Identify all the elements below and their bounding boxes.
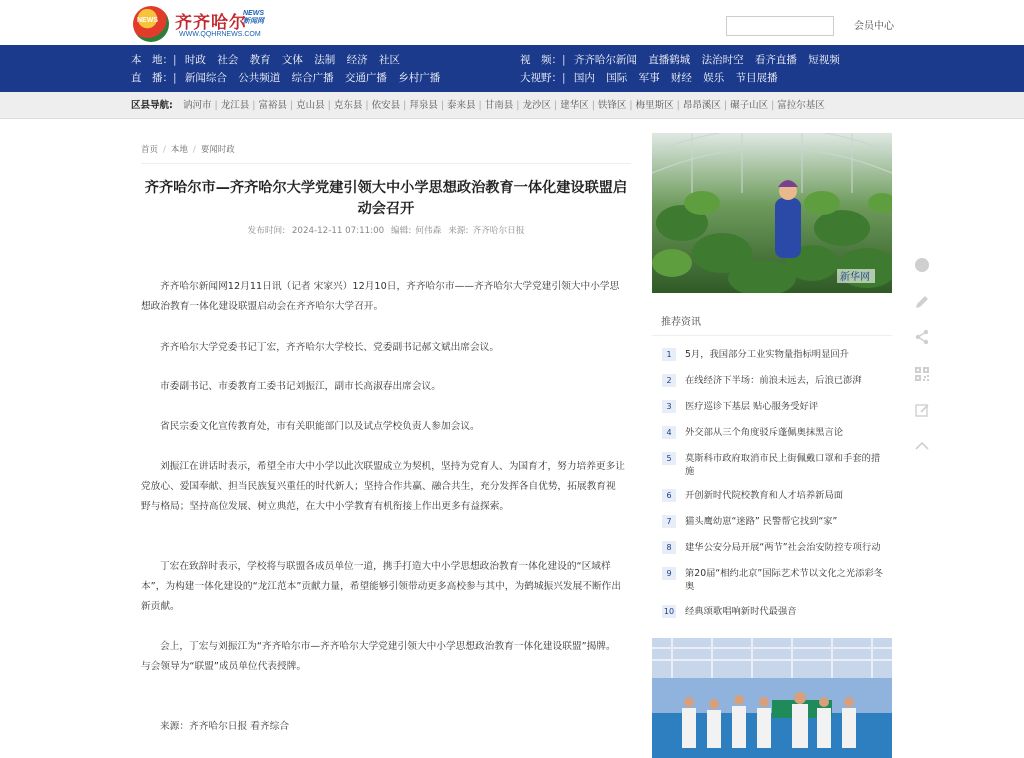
district-link[interactable]: 拜泉县 <box>409 100 438 111</box>
district-link[interactable]: 讷河市 <box>183 100 212 111</box>
separator: | <box>252 100 256 111</box>
breadcrumb-section[interactable]: 要闻时政 <box>200 145 235 155</box>
separator: | <box>478 100 482 111</box>
separator: | <box>771 100 775 111</box>
list-item-title[interactable]: 医疗巡诊下基层 贴心服务受好评 <box>685 401 819 412</box>
rank-badge: 4 <box>662 426 676 439</box>
sidebar-photo-ceremony[interactable] <box>652 638 892 758</box>
nav-link[interactable]: 综合广播 <box>291 72 334 84</box>
circle-icon[interactable] <box>914 257 930 273</box>
list-item[interactable] <box>652 537 892 561</box>
published-time: 2024-12-11 07:11:00 <box>291 226 385 236</box>
breadcrumb: 首页 / 本地 / 要闻时政 <box>141 145 235 155</box>
nav-link[interactable]: 国内 <box>573 72 595 84</box>
separator: | <box>516 100 520 111</box>
district-nav-label: 区县导航: <box>131 100 173 111</box>
district-link[interactable]: 依安县 <box>371 100 401 111</box>
list-item[interactable] <box>652 448 892 480</box>
search-input[interactable] <box>726 16 834 36</box>
nav-link[interactable]: 教育 <box>249 54 271 66</box>
nav-link[interactable]: 新闻综合 <box>184 72 227 84</box>
article-meta <box>141 224 631 236</box>
divider <box>141 163 631 164</box>
nav-link[interactable]: 军事 <box>638 72 660 84</box>
nav-row-label: 大视野： <box>520 72 562 84</box>
separator: | <box>440 100 445 111</box>
article-paragraph: 会上，丁宏与刘振江为“齐齐哈尔市—齐齐哈尔大学党建引领大中小学思想政治教育一体化建设联盟”揭牌。与会领导为“联盟”成员单位代表授牌。 <box>141 641 616 672</box>
qrcode-icon[interactable] <box>914 366 930 382</box>
nav-link[interactable]: 法治时空 <box>701 54 744 66</box>
article-paragraph: 市委副书记、市委教育工委书记刘振江，副市长高淑春出席会议。 <box>160 381 441 392</box>
source-label: 来源: <box>448 226 469 236</box>
separator: | <box>289 100 294 111</box>
nav-link[interactable]: 社区 <box>378 54 400 66</box>
article-paragraph: 丁宏在致辞时表示，学校将与联盟各成员单位一道，携手打造大中小学思想政治教育一体化建设的“区域样本”，为构建一体化建设的“龙江范本”贡献力量，希望能够引领带动更多高校参与其中，为鹤城振兴发展不断作出新贡献。 <box>141 561 622 612</box>
rank-badge: 9 <box>662 567 676 580</box>
logo-title: 齐齐哈尔 <box>175 13 247 33</box>
list-item-title[interactable]: 猫头鹰幼崽“迷路” 民警帮它找到“家” <box>685 516 838 527</box>
nav-link[interactable]: 社会 <box>217 54 239 66</box>
main-nav <box>0 45 1024 92</box>
logo-subtitle: NEWS 新闻网 <box>243 10 264 25</box>
list-item-title[interactable]: 建华公安分局开展“两节”社会治安防控专项行动 <box>685 542 881 553</box>
breadcrumb-home[interactable]: 首页 <box>141 145 159 155</box>
rank-badge: 3 <box>662 400 676 413</box>
list-item[interactable] <box>652 422 892 446</box>
nav-link[interactable]: 交通广播 <box>344 72 387 84</box>
nav-link[interactable]: 时政 <box>184 54 206 66</box>
editor-label: 编辑: <box>390 226 412 236</box>
nav-link[interactable]: 文体 <box>281 54 303 66</box>
list-item-title[interactable]: 莫斯科市政府取消市民上街佩戴口罩和手套的措施 <box>685 453 881 477</box>
rank-badge: 5 <box>662 452 676 465</box>
separator: | <box>676 100 680 111</box>
district-nav <box>0 92 1024 119</box>
nav-row-video: 视 频：| 齐齐哈尔新闻 直播鹤城 法治时空 看齐直播 短视频 <box>520 54 840 66</box>
list-item[interactable] <box>652 601 892 625</box>
nav-link[interactable]: 法制 <box>314 54 336 66</box>
nav-row-label: 本 地： <box>131 54 173 66</box>
site-logo[interactable] <box>133 6 273 42</box>
nav-link[interactable]: 齐齐哈尔新闻 <box>573 54 637 66</box>
photo-watermark: 新华网 <box>840 272 870 283</box>
list-item-title[interactable]: 经典颂歌唱响新时代最强音 <box>685 606 797 617</box>
list-item-title[interactable]: 第20届“相约北京”国际艺术节以文化之光添彩冬奥 <box>685 568 884 592</box>
nav-link[interactable]: 看齐直播 <box>754 54 797 66</box>
nav-link[interactable]: 直播鹤城 <box>648 54 691 66</box>
nav-link[interactable]: 公共频道 <box>238 72 281 84</box>
logo-badge-text: NEWS <box>137 17 158 24</box>
nav-row-label: 视 频： <box>520 54 562 66</box>
nav-row-local: 本 地：| 时政 社会 教育 文体 法制 经济 社区 <box>131 54 400 66</box>
article-paragraph: 齐齐哈尔大学党委书记丁宏，齐齐哈尔大学校长、党委副书记郝文斌出席会议。 <box>160 342 500 353</box>
nav-row-label: 直 播： <box>131 72 173 84</box>
list-item[interactable] <box>652 485 892 509</box>
separator: | <box>723 100 728 111</box>
list-item[interactable] <box>652 511 892 535</box>
list-item[interactable] <box>652 396 892 420</box>
rank-badge: 6 <box>662 489 676 502</box>
article-title: 齐齐哈尔市—齐齐哈尔大学党建引领大中小学思想政治教育一体化建设联盟启动会召开 <box>144 180 628 217</box>
recommend-title: 推荐资讯 <box>661 317 701 328</box>
district-link[interactable]: 龙沙区 <box>522 100 551 111</box>
rank-badge: 1 <box>662 348 676 361</box>
separator: | <box>214 100 218 111</box>
list-item[interactable] <box>652 344 892 368</box>
pencil-icon[interactable] <box>914 294 930 310</box>
district-link[interactable]: 梅里斯区 <box>635 100 674 111</box>
edit-icon[interactable] <box>914 402 930 418</box>
nav-link[interactable]: 短视频 <box>808 54 840 66</box>
separator: | <box>629 100 633 111</box>
list-item[interactable] <box>652 370 892 394</box>
district-link[interactable]: 克山县 <box>296 100 325 111</box>
district-link[interactable]: 富拉尔基区 <box>777 100 825 111</box>
back-to-top-icon[interactable] <box>914 438 930 454</box>
article-paragraph: 省民宗委文化宣传教育处，市有关职能部门以及试点学校负责人参加会议。 <box>160 421 480 432</box>
district-link[interactable]: 甘南县 <box>484 100 514 111</box>
member-center-link[interactable]: 会员中心 <box>854 21 894 32</box>
article-paragraph: 刘振江在讲话时表示，希望全市大中小学以此次联盟成立为契机，坚持为党育人、为国育才，努力培养更多让党放心、爱国奉献、担当民族复兴重任的时代新人；坚持合作共赢、融合共生，充分发挥各自优势，拓展教育视野与格局；坚持高位发展、树立典范，在大中小学教育有机衔接上作出更多有益探索。 <box>141 461 625 512</box>
district-link[interactable]: 铁锋区 <box>597 100 627 111</box>
nav-link[interactable]: 财经 <box>670 72 692 84</box>
separator: | <box>553 100 558 111</box>
top-header <box>0 0 1024 45</box>
district-link[interactable]: 昂昂溪区 <box>682 100 721 111</box>
district-link[interactable]: 泰来县 <box>447 100 476 111</box>
separator: | <box>327 100 331 111</box>
nav-row-live: 直 播：| 新闻综合 公共频道 综合广播 交通广播 乡村广播 <box>131 72 441 84</box>
source-name: 齐齐哈尔日报 <box>472 226 525 236</box>
rank-badge: 7 <box>662 515 676 528</box>
logo-emblem <box>133 6 169 42</box>
share-icon[interactable] <box>914 329 930 345</box>
district-list <box>183 92 828 119</box>
nav-link[interactable]: 国际 <box>606 72 628 84</box>
list-item-title[interactable]: 开创新时代院校教育和人才培养新局面 <box>685 490 844 501</box>
list-item[interactable] <box>652 563 892 595</box>
article-paragraph: 齐齐哈尔新闻网12月11日讯（记者 宋家兴）12月10日，齐齐哈尔市——齐齐哈尔大学党建引领大中小学思想政治教育一体化建设联盟启动会在齐齐哈尔大学召开。 <box>141 281 620 312</box>
article-source-footer: 来源：齐齐哈尔日报 看齐综合 <box>160 721 290 732</box>
breadcrumb-local[interactable]: 本地 <box>170 145 188 155</box>
rank-badge: 8 <box>662 541 676 554</box>
list-item-title[interactable]: 5月，我国部分工业实物量指标明显回升 <box>685 349 849 360</box>
district-link[interactable]: 龙江县 <box>220 100 250 111</box>
editor-name: 何伟森 <box>415 226 442 236</box>
nav-link[interactable]: 经济 <box>346 54 368 66</box>
nav-link[interactable]: 乡村广播 <box>398 72 441 84</box>
divider <box>652 335 892 336</box>
separator: | <box>591 100 595 111</box>
rank-badge: 2 <box>662 374 676 387</box>
district-link[interactable]: 建华区 <box>560 100 589 111</box>
rank-badge: 10 <box>663 607 675 616</box>
district-link[interactable]: 碾子山区 <box>730 100 769 111</box>
nav-link[interactable]: 节目展播 <box>735 72 778 84</box>
separator: | <box>403 100 407 111</box>
sidebar-photo-greenhouse[interactable] <box>652 133 892 293</box>
published-label: 发布时间: <box>247 226 286 236</box>
district-link[interactable]: 富裕县 <box>258 100 287 111</box>
nav-link[interactable]: 娱乐 <box>703 72 725 84</box>
separator: | <box>365 100 369 111</box>
district-link[interactable]: 克东县 <box>333 100 363 111</box>
logo-url: WWW.QQHRNEWS.COM <box>179 31 261 38</box>
nav-row-vision: 大视野：| 国内 国际 军事 财经 娱乐 节目展播 <box>520 72 778 84</box>
list-item-title[interactable]: 在线经济下半场：前浪未远去，后浪已澎湃 <box>685 375 862 386</box>
list-item-title[interactable]: 外交部从三个角度驳斥蓬佩奥抹黑言论 <box>685 427 844 438</box>
